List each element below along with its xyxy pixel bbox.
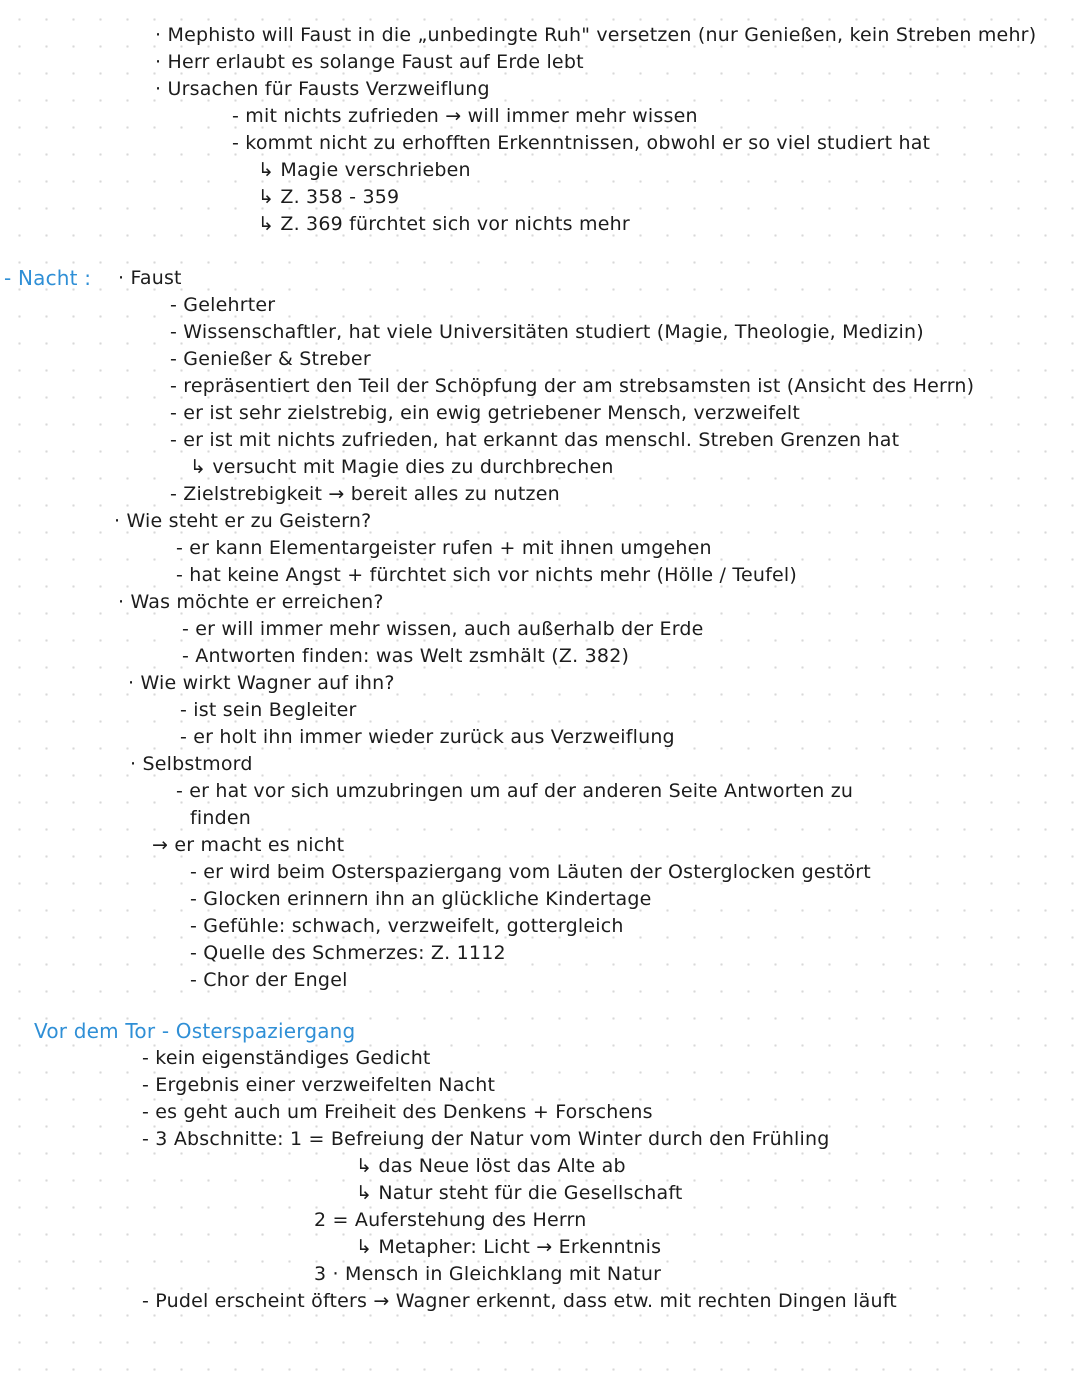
note-line: - ist sein Begleiter — [180, 699, 357, 721]
note-line: - er hat vor sich umzubringen um auf der anderen Seite Antworten zu — [176, 780, 854, 802]
note-line: finden — [190, 807, 252, 829]
note-line: - Chor der Engel — [190, 969, 348, 991]
note-question: · Selbstmord — [130, 753, 253, 775]
note-line: - er will immer mehr wissen, auch außerhalb der Erde — [182, 618, 704, 640]
note-line: ↳ Natur steht für die Gesellschaft — [356, 1182, 683, 1204]
note-line: · Faust — [118, 267, 182, 289]
note-question: · Wie steht er zu Geistern? — [114, 510, 372, 532]
note-question: · Wie wirkt Wagner auf ihn? — [128, 672, 395, 694]
note-line: - Antworten finden: was Welt zsmhält (Z. 382) — [182, 645, 630, 667]
note-line: - er ist mit nichts zufrieden, hat erkannt das menschl. Streben Grenzen hat — [170, 429, 900, 451]
section-heading-vor-dem-tor: Vor dem Tor - Osterspaziergang — [34, 1019, 356, 1043]
note-line: ↳ das Neue löst das Alte ab — [356, 1155, 626, 1177]
note-line: · Mephisto will Faust in die „unbedingte Ruh" versetzen (nur Genießen, kein Streben mehr) — [155, 24, 1037, 46]
note-line: ↳ versucht mit Magie dies zu durchbrechen — [190, 456, 614, 478]
note-line: - er kann Elementargeister rufen + mit ihnen umgehen — [176, 537, 712, 559]
note-line: - Pudel erscheint öfters → Wagner erkennt, dass etw. mit rechten Dingen läuft — [142, 1290, 897, 1312]
note-line: - Genießer & Streber — [170, 348, 371, 370]
note-question: · Was möchte er erreichen? — [118, 591, 384, 613]
note-line: 2 = Auferstehung des Herrn — [314, 1209, 587, 1231]
note-line: - kommt nicht zu erhofften Erkenntnissen, obwohl er so viel studiert hat — [232, 132, 931, 154]
note-line: - er wird beim Osterspaziergang vom Läuten der Osterglocken gestört — [190, 861, 871, 883]
note-line: ↳ Z. 358 - 359 — [258, 186, 400, 208]
note-line: - er ist sehr zielstrebig, ein ewig getriebener Mensch, verzweifelt — [170, 402, 801, 424]
section-heading-nacht: - Nacht : — [4, 266, 92, 290]
note-line: - Quelle des Schmerzes: Z. 1112 — [190, 942, 506, 964]
note-line: - Zielstrebigkeit → bereit alles zu nutzen — [170, 483, 560, 505]
note-line: - Gefühle: schwach, verzweifelt, gottergleich — [190, 915, 624, 937]
note-line: ↳ Magie verschrieben — [258, 159, 471, 181]
note-line: 3 · Mensch in Gleichklang mit Natur — [314, 1263, 662, 1285]
note-line: ↳ Z. 369 fürchtet sich vor nichts mehr — [258, 213, 630, 235]
note-line: - hat keine Angst + fürchtet sich vor nichts mehr (Hölle / Teufel) — [176, 564, 797, 586]
note-line: → er macht es nicht — [152, 834, 345, 856]
note-line: - repräsentiert den Teil der Schöpfung der am strebsamsten ist (Ansicht des Herrn) — [170, 375, 975, 397]
note-line: · Ursachen für Fausts Verzweiflung — [155, 78, 490, 100]
note-line: ↳ Metapher: Licht → Erkenntnis — [356, 1236, 662, 1258]
note-line: - es geht auch um Freiheit des Denkens + Forschens — [142, 1101, 653, 1123]
note-line: - Gelehrter — [170, 294, 276, 316]
note-line: - Wissenschaftler, hat viele Universitäten studiert (Magie, Theologie, Medizin) — [170, 321, 924, 343]
note-line: - Ergebnis einer verzweifelten Nacht — [142, 1074, 496, 1096]
note-line: - mit nichts zufrieden → will immer mehr wissen — [232, 105, 698, 127]
note-line: · Herr erlaubt es solange Faust auf Erde lebt — [155, 51, 584, 73]
note-line: - Glocken erinnern ihn an glückliche Kindertage — [190, 888, 652, 910]
note-line: - kein eigenständiges Gedicht — [142, 1047, 431, 1069]
note-line: - 3 Abschnitte: 1 = Befreiung der Natur vom Winter durch den Frühling — [142, 1128, 830, 1150]
note-line: - er holt ihn immer wieder zurück aus Verzweiflung — [180, 726, 675, 748]
